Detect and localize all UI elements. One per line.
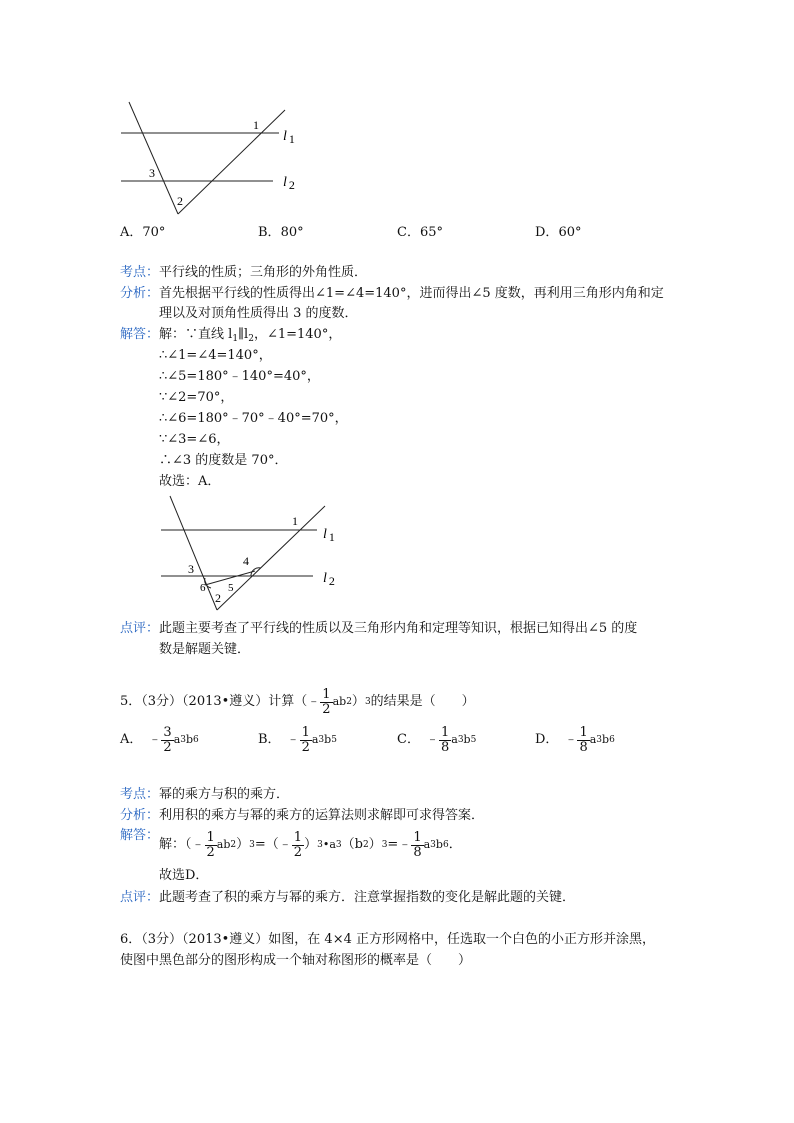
q6-stem-line2: 使图中黑色部分的图形构成一个轴对称图形的概率是（ ） <box>120 953 472 968</box>
q5-option-b[interactable]: B． ﹣ $\frac{1}{2}$ a 3 b 5 <box>258 724 337 755</box>
q4-step-7: 故选：A． <box>159 474 221 489</box>
q6-stem-line1: 6．（3分）（2013•遵义）如图，在 4×4 正方形网格中，任选取一个白色的小正方形并涂黑， <box>120 932 655 947</box>
angle-1-label: 1 <box>292 514 298 528</box>
q4-step-1: ∴∠1=∠4=140°， <box>159 348 272 363</box>
q4-option-a[interactable]: A．70° <box>120 225 166 240</box>
q5-option-c[interactable]: C． ﹣ $\frac{1}{8}$ a 3 b 5 <box>397 724 477 755</box>
transversal-right <box>178 110 285 214</box>
angle-5-label: 5 <box>228 582 234 594</box>
q5-option-a[interactable]: A． ﹣ $\frac{3}{2}$ a 3 b 6 <box>120 724 199 755</box>
angle-1-label: 1 <box>253 118 259 132</box>
angle-2-label: 2 <box>177 194 183 208</box>
q4-option-d[interactable]: D．60° <box>535 225 582 240</box>
q4-fenxi-line1: 分析：首先根据平行线的性质得出∠1=∠4=140°，进而得出∠5 度数，再利用三角形内角和定 <box>120 286 664 301</box>
q5-jieda-label: 解答： <box>120 828 160 843</box>
q4-option-c[interactable]: C．65° <box>397 225 443 240</box>
line-l1-label: l 1 <box>323 527 335 544</box>
transversal-left <box>129 102 178 214</box>
q5-fenxi: 分析：利用积的乘方与幂的乘方的运算法则求解即可求得答案． <box>120 808 485 823</box>
angle-4-label: 4 <box>243 554 249 568</box>
q4-dianping-line2: 数是解题关键． <box>159 642 251 657</box>
q5-choose: 故选D． <box>159 868 209 883</box>
q4-jieda-line0: 解答：解：∵直线 $l_1\parallel l_2$，∠1=140°， <box>120 327 342 344</box>
transversal-left <box>170 496 217 610</box>
q4-option-b[interactable]: B．80° <box>258 225 304 240</box>
angle-2-label: 2 <box>215 591 221 605</box>
q4-step-5: ∵∠3=∠6， <box>159 432 230 447</box>
q4-step-3: ∵∠2=70°， <box>159 390 234 405</box>
q4-step-6: ∴∠3 的度数是 70°． <box>159 453 288 468</box>
q5-stem: 5．（3分）（2013•遵义）计算（﹣ $\frac{1}{2}$ ab 2 ） 3 的结果是（ ） <box>120 686 475 717</box>
transversal-right <box>217 506 325 610</box>
q5-kaodian: 考点：幂的乘方与积的乘方． <box>120 787 290 802</box>
q4-step-2: ∴∠5=180°﹣140°=40°， <box>159 369 320 384</box>
angle-3-label: 3 <box>149 166 155 180</box>
q4-dianping-line1: 点评：此题主要考查了平行线的性质以及三角形内角和定理等知识，根据已知得出∠5 的度 <box>120 621 638 636</box>
line-l2-label: l 2 <box>323 571 335 588</box>
line-l2-label: l 2 <box>283 175 295 192</box>
q4-kaodian: 考点：平行线的性质；三角形的外角性质． <box>120 265 368 280</box>
q4-fenxi-line2: 理以及对顶角性质得出 3 的度数． <box>159 306 358 321</box>
q5-option-d[interactable]: D． ﹣ $\frac{1}{8}$ a 3 b 6 <box>535 724 615 755</box>
angle-6-label: 6 <box>200 582 206 594</box>
angle-arc-6 <box>205 578 211 588</box>
angle-3-label: 3 <box>188 562 194 576</box>
figure-parallel-lines-2 <box>155 492 355 614</box>
q5-dianping: 点评：此题考查了积的乘方与幂的乘方．注意掌握指数的变化是解此题的关键． <box>120 890 576 905</box>
line-l1-label: l 1 <box>283 129 295 146</box>
q4-step-4: ∴∠6=180°﹣70°﹣40°=70°， <box>159 411 348 426</box>
figure-parallel-lines-1 <box>115 98 315 220</box>
q5-solution: 解：（﹣ $\frac{1}{2}$ ab 2 ） 3 =（﹣ $\frac{1}{2}$ ） 3 •a 3 （b 2 ） 3 =﹣ $\frac{1}{8}$ a 3 b 6 ． <box>159 829 462 860</box>
